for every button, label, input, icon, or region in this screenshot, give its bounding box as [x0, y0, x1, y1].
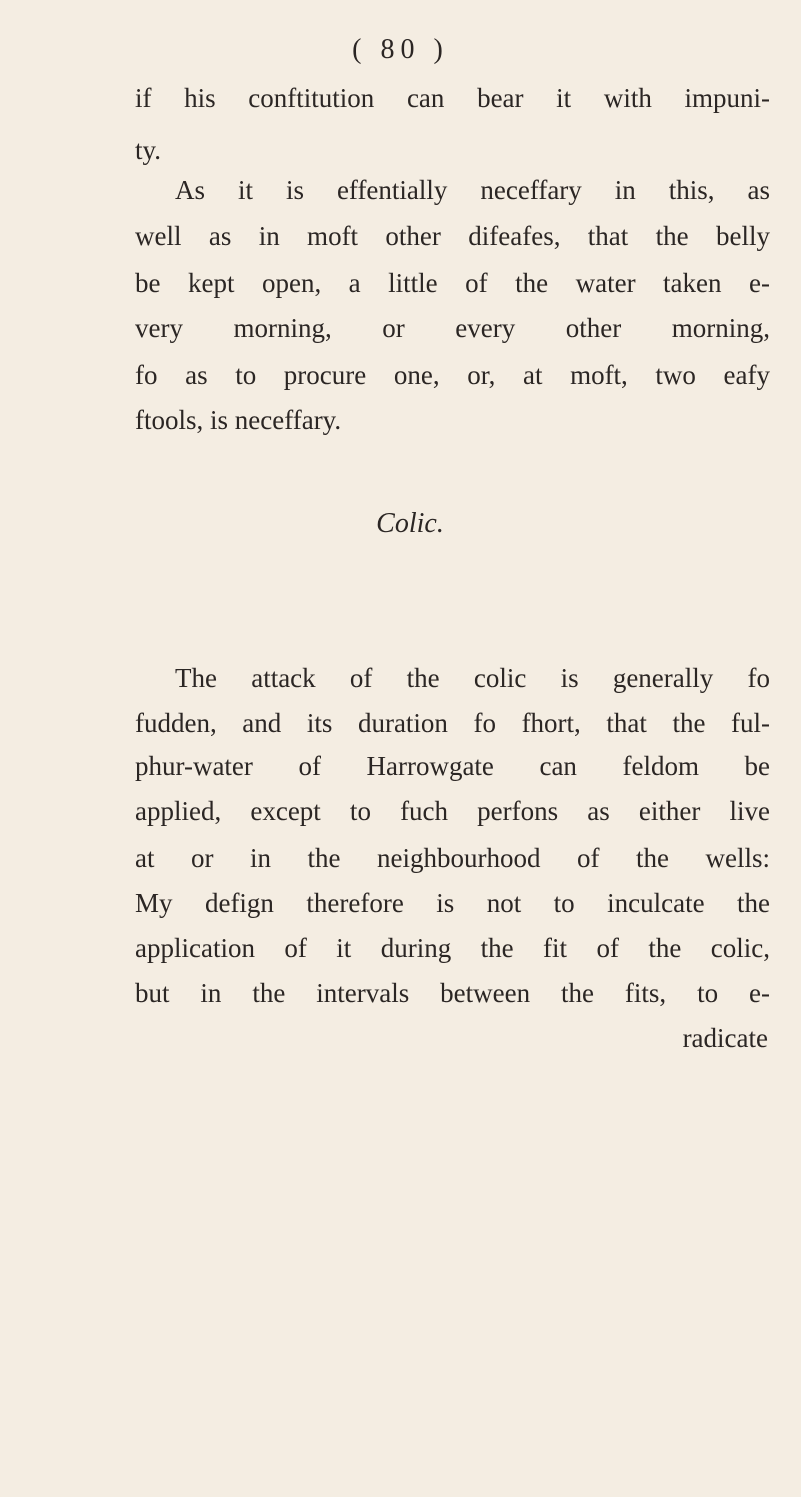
page-number: ( 80 )	[352, 34, 449, 65]
text-line: but in the intervals between the fits, to e-	[135, 978, 770, 1008]
catchword: radicate	[682, 1023, 768, 1053]
text-line: The attack of the colic is generally fo	[175, 663, 770, 693]
text-line: application of it during the fit of the colic,	[135, 933, 770, 963]
text-line: if his conftitution can bear it with impuni-	[135, 83, 770, 113]
text-line: phur-water of Harrowgate can feldom be	[135, 751, 770, 781]
text-line: fo as to procure one, or, at moft, two eafy	[135, 360, 770, 390]
text-line: at or in the neighbourhood of the wells:	[135, 843, 770, 873]
text-line: ty.	[135, 135, 161, 165]
text-line: ftools, is neceffary.	[135, 405, 342, 435]
text-line: be kept open, a little of the water taken e-	[135, 268, 770, 298]
text-line: very morning, or every other morning,	[135, 313, 770, 343]
text-line: well as in moft other difeafes, that the belly	[135, 221, 770, 251]
text-line: My defign therefore is not to inculcate the	[135, 888, 770, 918]
text-line: applied, except to fuch perfons as either live	[135, 796, 770, 826]
text-line: fudden, and its duration fo fhort, that the ful-	[135, 708, 770, 738]
section-heading: Colic.	[376, 508, 444, 539]
text-line: As it is effentially neceffary in this, as	[175, 175, 770, 205]
